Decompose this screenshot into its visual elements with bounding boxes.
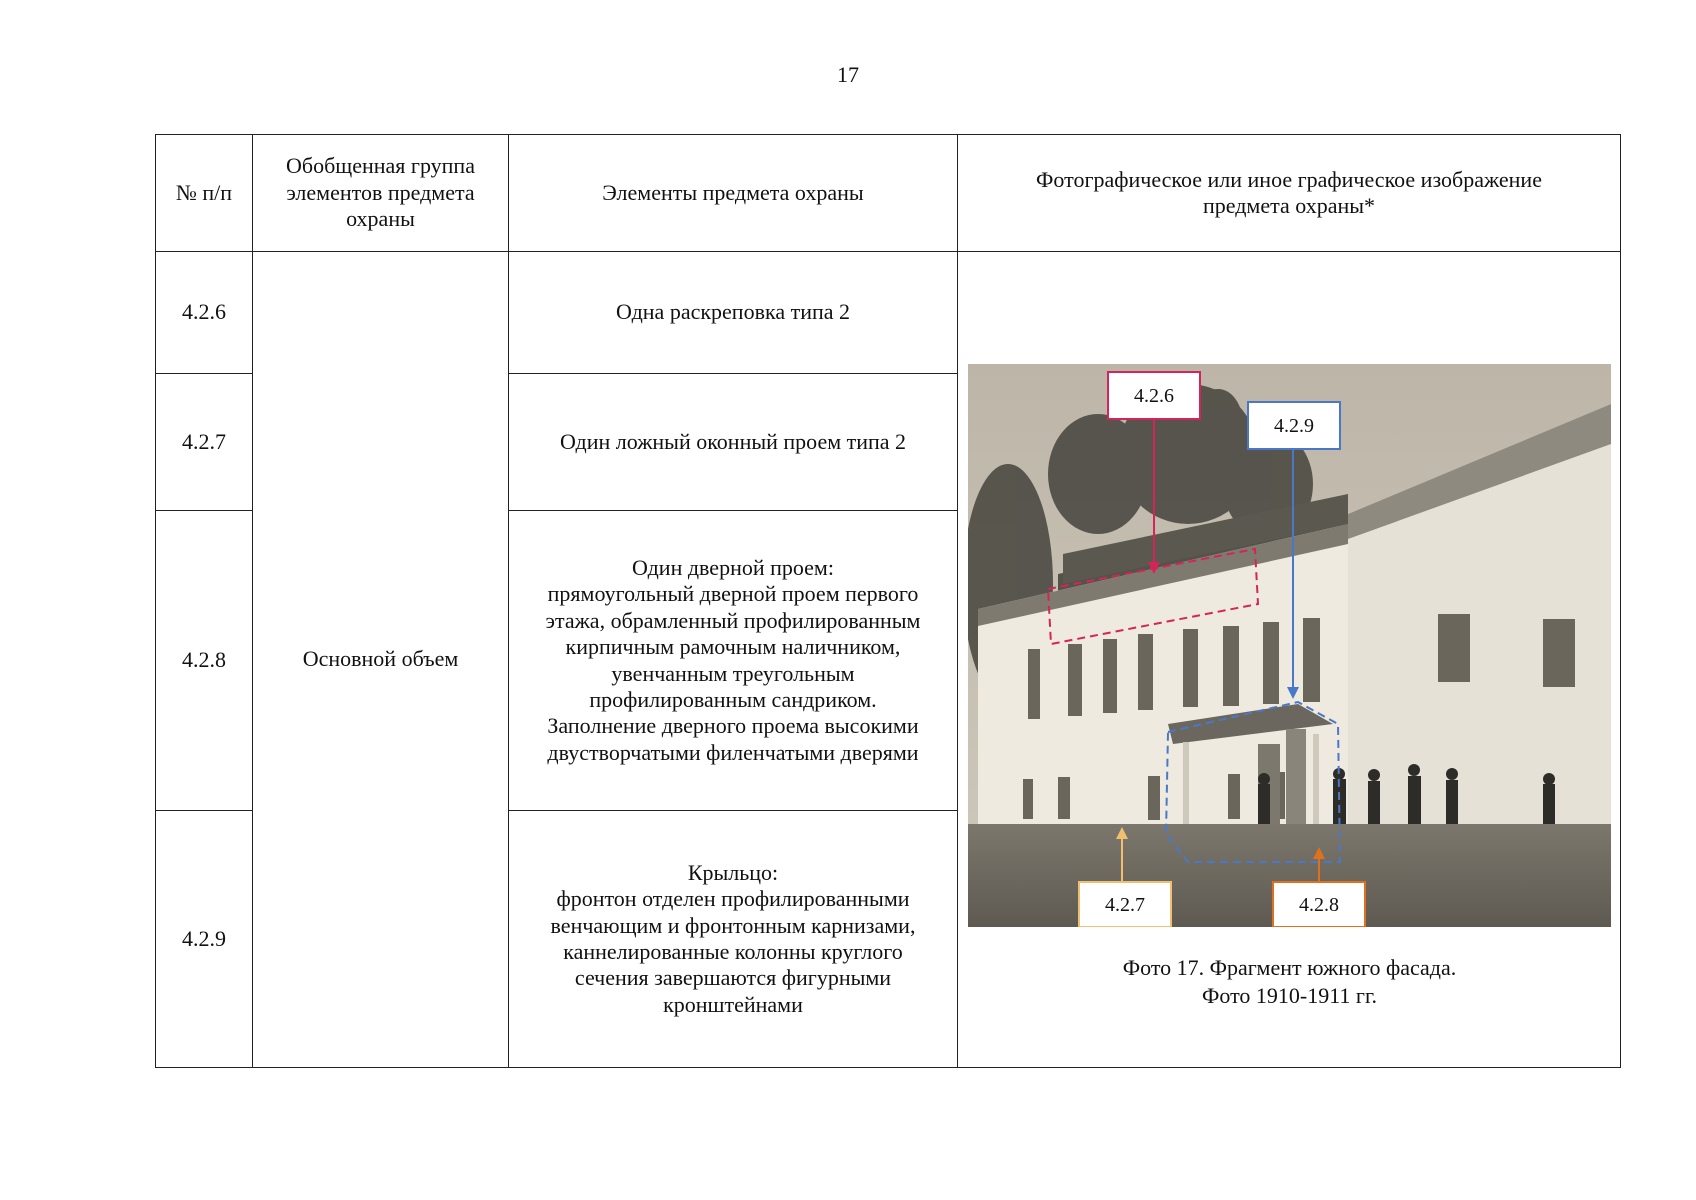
callout-4-2-6 <box>1108 372 1200 419</box>
element-description: Одна раскреповка типа 2 <box>509 252 958 374</box>
header-group: Обобщенная группа элементов предмета охраны <box>253 135 509 252</box>
callout-4-2-8 <box>1273 882 1365 927</box>
callout-4-2-7 <box>1079 882 1171 927</box>
element-description: Один дверной проем: прямоугольный дверной проем первого этажа, обрамленный профилированным кирпичным рамочным наличником, увенчанным треугольным профилированным сандриком. Заполнение дверного проема высокими двустворчатыми филенчатыми дверями <box>509 511 958 811</box>
row-num: 4.2.6 <box>156 252 253 374</box>
header-num: № п/п <box>156 135 253 252</box>
image-cell <box>958 252 1621 1068</box>
photo-caption: Фото 17. Фрагмент южного фасада. Фото 1910-1911 гг. <box>1122 955 1457 1008</box>
row-num: 4.2.9 <box>156 811 253 1068</box>
row-num: 4.2.8 <box>156 511 253 811</box>
group-cell: Основной объем <box>253 252 509 1068</box>
row-num: 4.2.7 <box>156 374 253 511</box>
table-header-row <box>156 135 1621 252</box>
svg-text:4.2.9: 4.2.9 <box>1274 415 1314 437</box>
callout-4-2-9 <box>1248 402 1340 449</box>
svg-text:4.2.8: 4.2.8 <box>1299 894 1339 916</box>
element-description: Крыльцо: фронтон отделен профилированными венчающим и фронтонным карнизами, каннелированные колонны круглого сечения завершаются фигурными кронштейнами <box>509 811 958 1068</box>
facade-photo <box>968 364 1611 927</box>
table-row <box>156 252 1621 374</box>
header-elements: Элементы предмета охраны <box>509 135 958 252</box>
facade-photo-svg <box>968 364 1611 927</box>
page-number: 17 <box>837 62 859 87</box>
protection-elements-table <box>155 134 1621 1068</box>
element-description: Один ложный оконный проем типа 2 <box>509 374 958 511</box>
svg-text:4.2.7: 4.2.7 <box>1105 894 1145 916</box>
svg-text:4.2.6: 4.2.6 <box>1134 385 1174 407</box>
header-image: Фотографическое или иное графическое изображение предмета охраны* <box>958 135 1621 252</box>
